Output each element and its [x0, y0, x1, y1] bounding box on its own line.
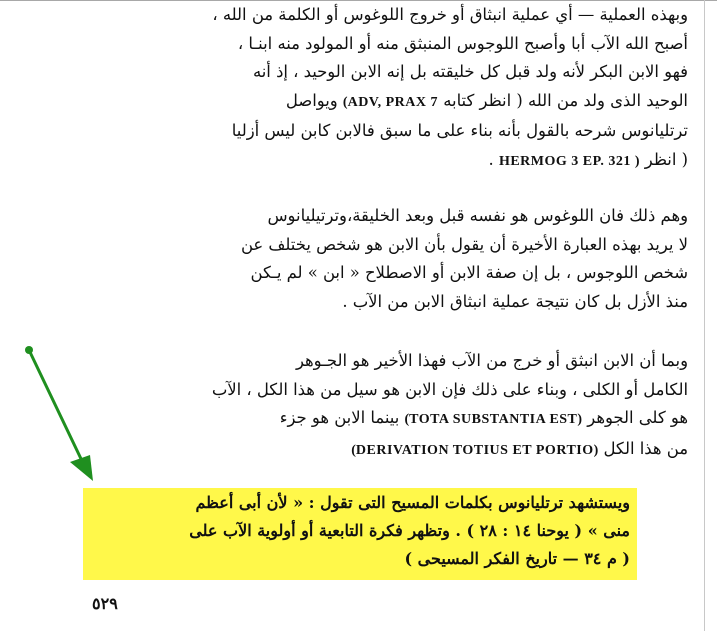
p1-line-2: أصبح الله الآب أبا وأصبح اللوجوس المنبثق منه أو المولود منه ابنـا ، — [237, 33, 688, 53]
hl-line-1: ويستشهد ترتليانوس بكلمات المسيح التى تقول : « لأن أبى أعظم — [195, 493, 630, 512]
p1-line-6: ( انظر — [644, 149, 688, 169]
p1-reference-hermog: HERMOG 3 EP. 321 ) — [498, 153, 640, 169]
p3-line-1: وبما أن الابن انبثق أو خرج من الآب فهذا الأخير هو الجـوهر — [295, 351, 688, 370]
p3-reference-tota-substantia: (TOTA SUBSTANTIA EST) — [404, 412, 583, 427]
p2-line-2: لا يريد بهذه العبارة الأخيرة أن يقول بأن الابن هو شخص يختلف عن — [240, 234, 688, 254]
p1-line-6-end: . — [488, 149, 494, 169]
hl-line-3: ( م ٣٤ — تاريخ الفكر المسيحى ) — [404, 549, 630, 568]
highlighted-paragraph — [96, 489, 630, 573]
p3-line-4: من هذا الكل — [603, 438, 688, 458]
page-number: ٥٢٩ — [92, 594, 118, 613]
paragraph-3 — [78, 347, 688, 465]
p2-line-4: منذ الأزل بل كان نتيجة عملية انبثاق الابن من الآب . — [342, 291, 688, 311]
p1-line-1: وبهذه العملية — أي عملية انبثاق أو خروج اللوغوس أو الكلمة من الله ، — [212, 5, 688, 24]
p1-line-4: الوحيد الذى ولد من الله ( انظر كتابه — [443, 90, 688, 110]
paragraph-2 — [78, 202, 688, 316]
p1-reference-adv-prax: (ADV, PRAX 7 — [342, 94, 438, 110]
paragraph-1 — [78, 1, 688, 176]
p2-line-1: وهم ذلك فان اللوغوس هو نفسه قبل وبعد الخليقة،وترتيليانوس — [267, 206, 688, 225]
p3-reference-derivation: (DERIVATION TOTIUS ET PORTIO) — [351, 442, 599, 458]
page-right-border — [704, 0, 705, 631]
p1-line-3: فهو الابن البكر لأنه ولد قبل كل خليقته بل إنه الابن الوحيد ، إذ أنه — [252, 62, 688, 81]
hl-line-2: منى » ( يوحنا ١٤ : ٢٨ ) . وتظهر فكرة التابعية أو أولوية الآب على — [189, 521, 630, 540]
p3-line-3-end: بينما الابن هو جزء — [279, 408, 400, 427]
p2-line-3: شخص اللوجوس ، بل إن صفة الابن أو الاصطلاح « ابن » لم يـكن — [250, 263, 688, 282]
p3-line-3: هو كلى الجوهر — [587, 408, 688, 427]
p1-line-4-end: ويواصل — [285, 90, 338, 110]
p1-line-5: ترتليانوس شرحه بالقول بأنه بناء على ما سبق فالابن كابن ليس أزليا — [231, 121, 688, 140]
p3-line-2: الكامل أو الكلى ، وبناء على ذلك فإن الابن هو سيل من هذا الكل ، الآب — [211, 379, 688, 399]
